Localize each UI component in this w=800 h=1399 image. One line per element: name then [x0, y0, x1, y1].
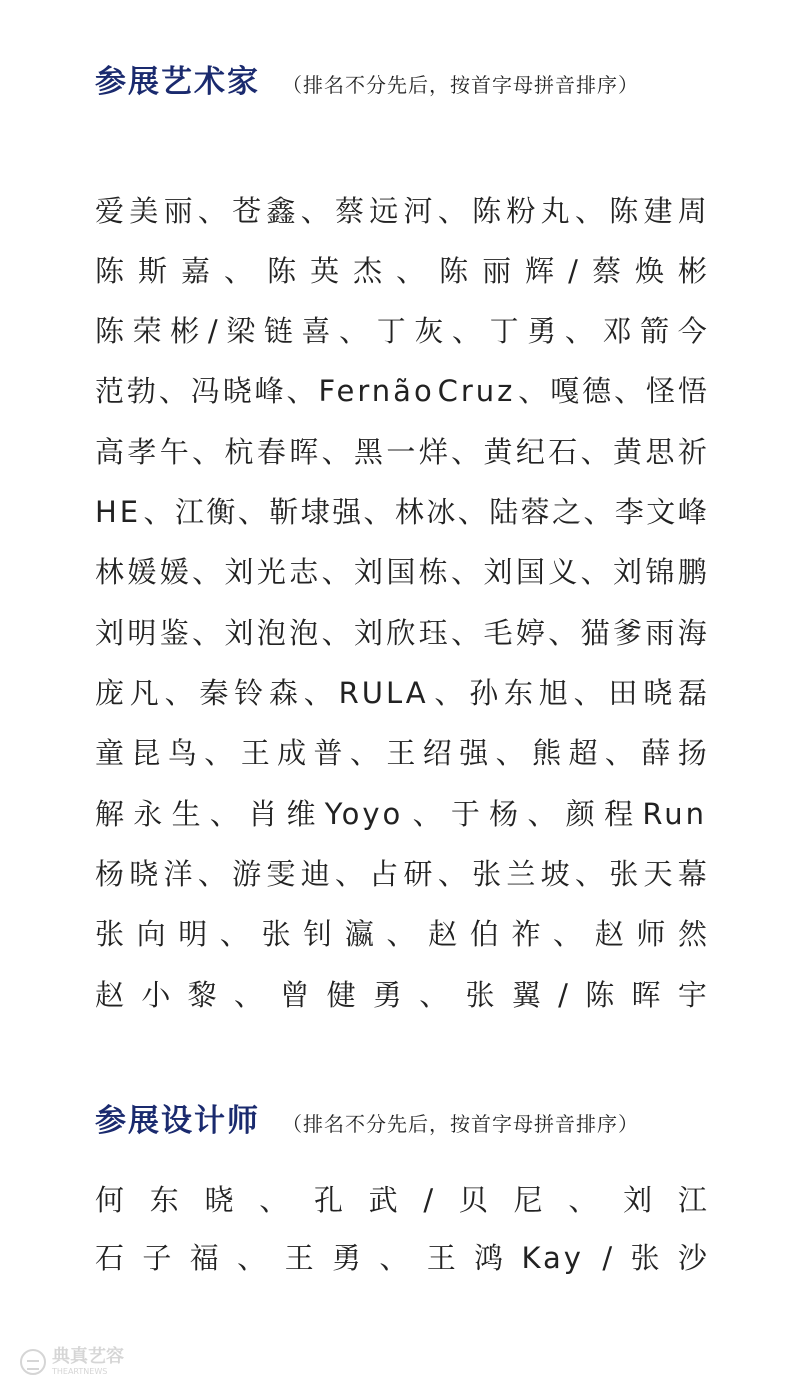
watermark-sub: THEARTNEWS: [52, 1367, 108, 1376]
designers-title: 参展设计师: [95, 1103, 260, 1139]
artists-heading: [95, 56, 639, 101]
artist-line: 刘 明 鉴 、 刘 泡 泡 、 刘 欣 珏 、 毛 婷 、 猫 爹 雨 海: [95, 616, 707, 650]
watermark: [20, 1348, 124, 1376]
artist-line: 陈 荣 彬 / 梁 链 喜 、 丁 灰 、 丁 勇 、 邓 箭 今: [95, 314, 707, 348]
artist-line: 张 向 明 、 张 钊 瀛 、 赵 伯 祚 、 赵 师 然: [95, 917, 707, 951]
designer-line: 何 东 晓 、 孔 武 / 贝 尼 、 刘 江: [95, 1183, 707, 1217]
designer-line: 石 子 福 、 王 勇 、 王 鸿 Kay / 张 沙: [95, 1241, 707, 1275]
artists-title: 参展艺术家: [95, 64, 260, 100]
artist-line: 杨 晓 洋 、 游 雯 迪 、 占 研 、 张 兰 坡 、 张 天 幕: [95, 857, 707, 891]
artist-line: 林 媛 媛 、 刘 光 志 、 刘 国 栋 、 刘 国 义 、 刘 锦 鹏: [95, 555, 707, 589]
artist-line: 解 永 生 、 肖 维 Yoyo 、 于 杨 、 颜 程 Run: [95, 797, 707, 831]
artist-line: 陈 斯 嘉 、 陈 英 杰 、 陈 丽 辉 / 蔡 焕 彬: [95, 254, 707, 288]
artist-line: 爱 美 丽 、 苍 鑫 、 蔡 远 河 、 陈 粉 丸 、 陈 建 周: [95, 194, 707, 228]
designers-sort-note: （排名不分先后，按首字母拼音排序）: [282, 1112, 639, 1136]
eye-logo-icon: [20, 1349, 46, 1375]
designers-heading: [95, 1095, 639, 1140]
artist-line: 高 孝 午 、 杭 春 晖 、 黑 一 烊 、 黄 纪 石 、 黄 思 祈: [95, 435, 707, 469]
artist-line: 童 昆 鸟 、 王 成 普 、 王 绍 强 、 熊 超 、 薛 扬: [95, 736, 707, 770]
artist-line: 赵 小 黎 、 曾 健 勇 、 张 翼 / 陈 晖 宇: [95, 978, 707, 1012]
artist-line: HE 、 江 衡 、 靳 埭 强 、 林 冰 、 陆 蓉 之 、 李 文 峰: [95, 495, 707, 529]
artist-line: 庞 凡 、 秦 铃 森 、 RULA 、 孙 东 旭 、 田 晓 磊: [95, 676, 707, 710]
artists-sort-note: （排名不分先后，按首字母拼音排序）: [282, 73, 639, 97]
watermark-name: 典真艺容: [52, 1346, 124, 1367]
artist-line: 范 勃 、 冯 晓 峰 、 Fernão Cruz 、 嘎 德 、 怪 悟: [95, 374, 707, 408]
